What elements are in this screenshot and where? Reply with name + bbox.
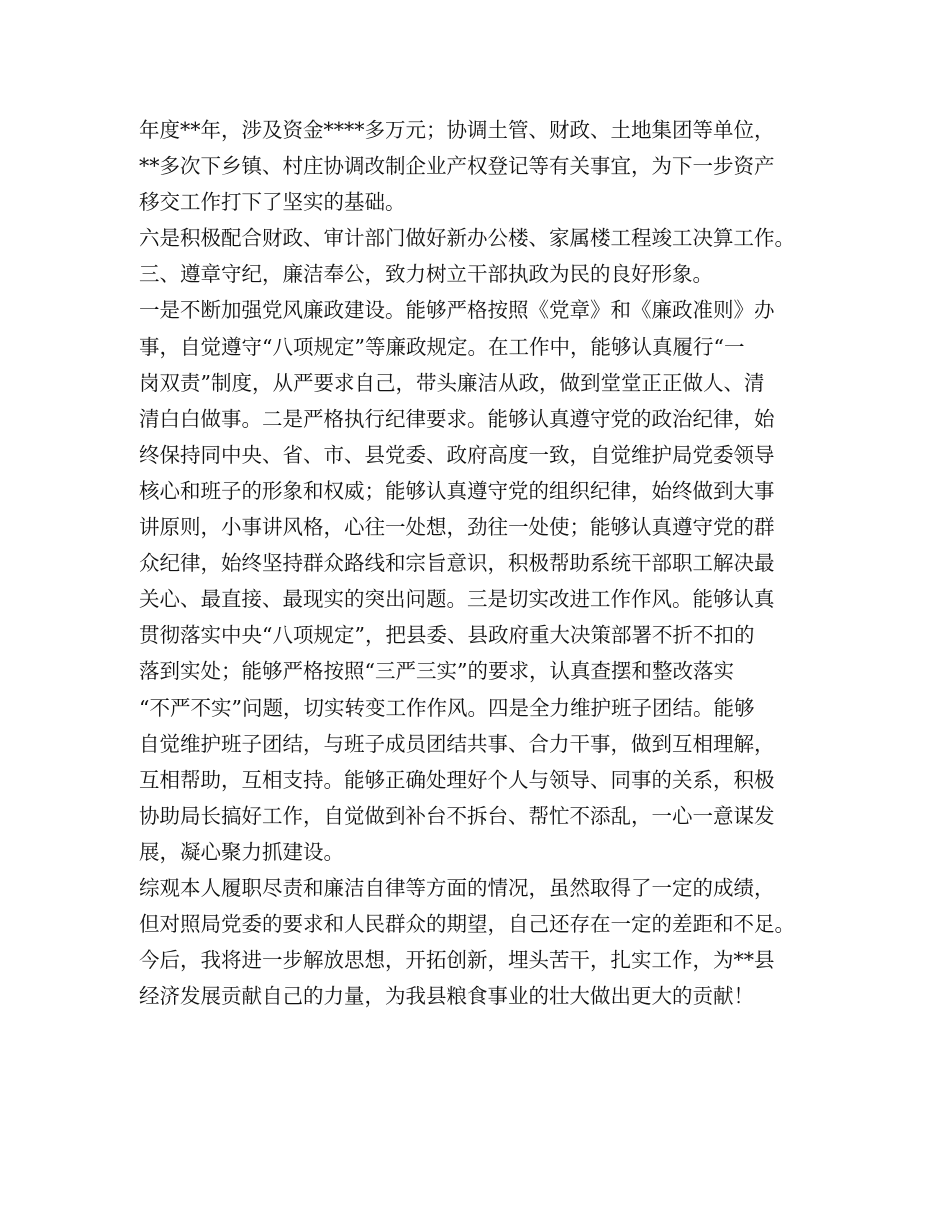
text-line: 年度**年，涉及资金****多万元；协调土管、财政、土地集团等单位， (139, 118, 775, 142)
text-line: 事，自觉遵守“八项规定”等廉政规定。在工作中，能够认真履行“一 (139, 334, 745, 359)
text-line: 协助局长搞好工作，自觉做到补台不拆台、帮忙不添乱，一心一意谋发 (139, 803, 775, 828)
text-line: 自觉维护班子团结，与班子成员团结共事、合力干事，做到互相理解， (139, 731, 775, 756)
document-body (139, 112, 829, 1014)
text-line: 综观本人履职尽责和廉洁自律等方面的情况，虽然取得了一定的成绩， (139, 875, 775, 900)
text-line: 讲原则，小事讲风格，心往一处想，劲往一处使；能够认真遵守党的群 (139, 515, 775, 540)
section-heading: 三、遵章守纪，廉洁奉公，致力树立干部执政为民的良好形象。 (139, 262, 713, 287)
text-line: 岗双责”制度，从严要求自己，带头廉洁从政，做到堂堂正正做人、清 (139, 370, 765, 395)
text-line: 展，凝心聚力抓建设。 (139, 839, 344, 864)
text-line: 落到实处；能够严格按照“三严三实”的要求，认真查摆和整改落实 (139, 659, 734, 684)
text-line: 经济发展贡献自己的力量，为我县粮食事业的壮大做出更大的贡献！ (139, 984, 754, 1009)
text-line: “不严不实”问题，切实转变工作作风。四是全力维护班子团结。能够 (139, 695, 755, 720)
text-line: 互相帮助，互相支持。能够正确处理好个人与领导、同事的关系，积极 (139, 767, 775, 792)
text-line: **多次下乡镇、村庄协调改制企业产权登记等有关事宜，为下一步资产 (139, 154, 775, 179)
text-line: 关心、最直接、最现实的突出问题。三是切实改进工作作风。能够认真 (139, 587, 775, 612)
text-line: 贯彻落实中央“八项规定”，把县委、县政府重大决策部署不折不扣的 (139, 623, 755, 648)
text-line: 移交工作打下了坚实的基础。 (139, 190, 406, 215)
text-line: 众纪律，始终坚持群众路线和宗旨意识，积极帮助系统干部职工解决最 (139, 551, 775, 576)
text-line: 终保持同中央、省、市、县党委、政府高度一致，自觉维护局党委领导 (139, 442, 775, 467)
text-line: 一是不断加强党风廉政建设。能够严格按照《党章》和《廉政准则》办 (139, 298, 775, 323)
text-line: 清白白做事。二是严格执行纪律要求。能够认真遵守党的政治纪律，始 (139, 406, 775, 431)
text-line: 六是积极配合财政、审计部门做好新办公楼、家属楼工程竣工决算工作。 (139, 226, 795, 251)
text-line: 但对照局党委的要求和人民群众的期望，自己还存在一定的差距和不足。 (139, 912, 795, 937)
text-line: 核心和班子的形象和权威；能够认真遵守党的组织纪律，始终做到大事 (139, 478, 775, 503)
text-line: 今后，我将进一步解放思想，开拓创新，埋头苦干，扎实工作，为**县 (139, 948, 775, 973)
